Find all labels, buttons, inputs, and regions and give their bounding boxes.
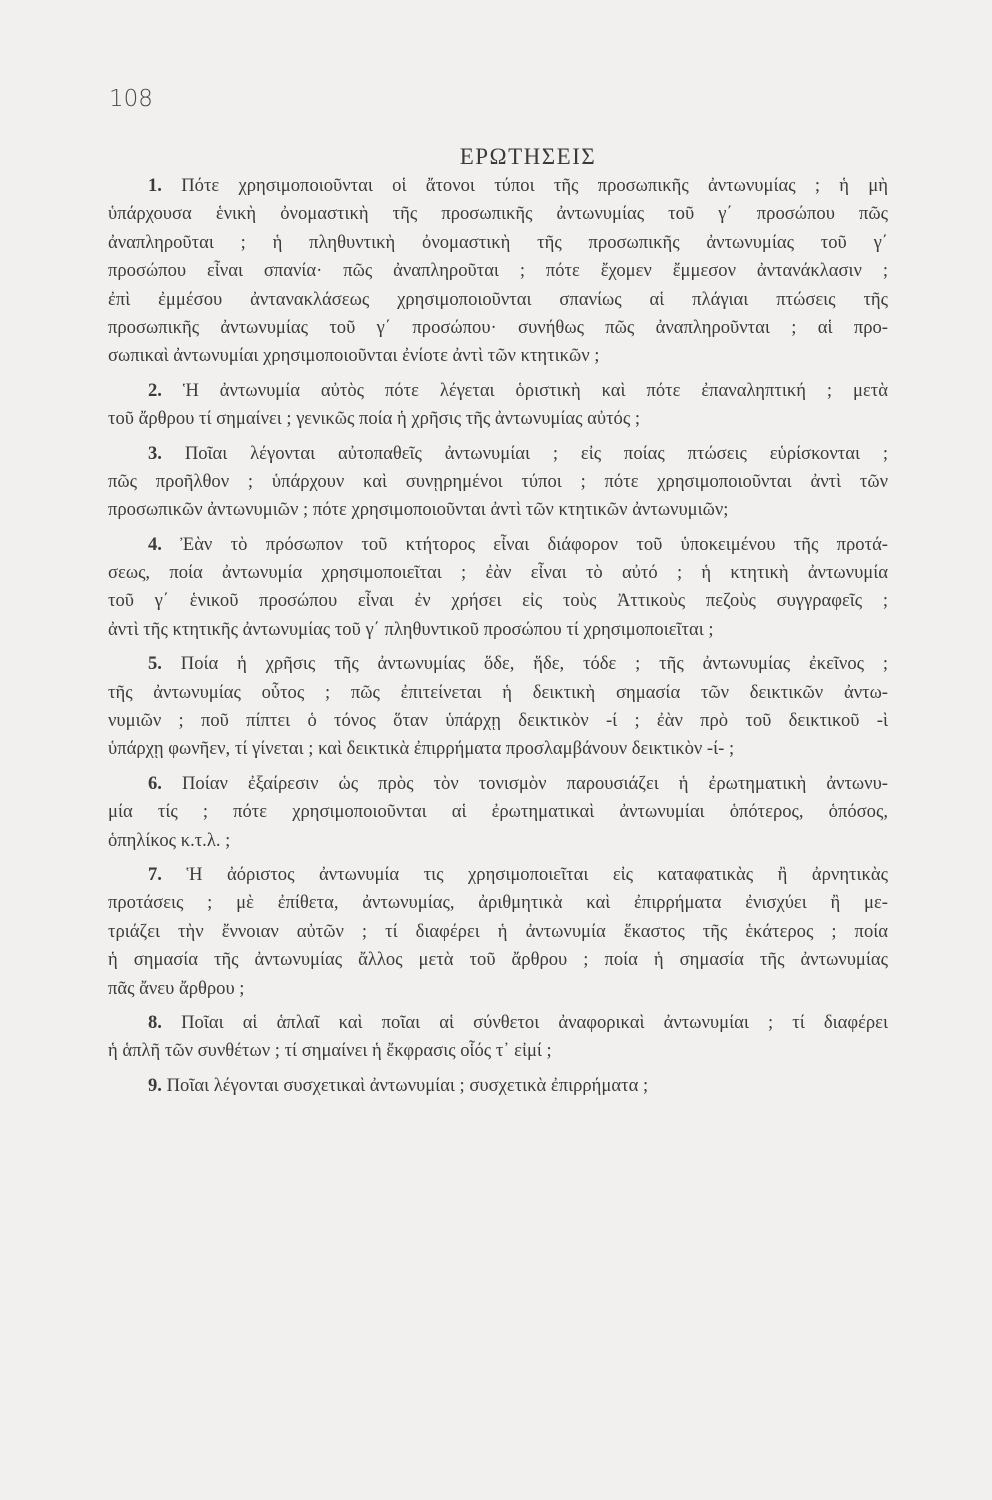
- question-line: [108, 496, 888, 524]
- question-number: 7.: [148, 863, 162, 885]
- question-5: [108, 650, 888, 764]
- question-line: [108, 405, 888, 433]
- question-text: ἐπὶ ἐμμέσου ἀντανακλάσεως χρησιμοποιοῦνται σπανίως αἱ πλάγιαι πτώσεις τῆς: [108, 288, 888, 310]
- question-line: [108, 918, 888, 946]
- question-number: 5.: [148, 653, 162, 675]
- questions-list: [108, 172, 888, 1106]
- question-number: 6.: [148, 772, 162, 794]
- question-line: [108, 342, 888, 370]
- question-text: Ποῖαι λέγονται συσχετικαὶ ἀντωνυμίαι ; συσχετικὰ ἐπιρρήματα ;: [166, 1074, 649, 1096]
- question-text: ἀντὶ τῆς κτητικῆς ἀντωνυμίας τοῦ γ΄ πληθυντικοῦ προσώπου τί χρησιμοποιεῖται ;: [108, 618, 714, 640]
- question-number: 8.: [148, 1011, 162, 1033]
- question-text: τριάζει τὴν ἔννοιαν αὐτῶν ; τί διαφέρει ἡ ἀντωνυμία ἕκαστος τῆς ἑκάτερος ; ποία: [108, 920, 888, 942]
- question-line: [108, 1037, 888, 1065]
- page-number: 108: [109, 86, 153, 112]
- question-line: [108, 531, 888, 559]
- question-text: ἡ ἁπλῆ τῶν συνθέτων ; τί σημαίνει ἡ ἔκφρασις οἷός τ᾽ εἰμί ;: [108, 1040, 552, 1062]
- question-line: [108, 889, 888, 917]
- question-text: Ποῖαι αἱ ἁπλαῖ καὶ ποῖαι αἱ σύνθετοι ἀναφορικαὶ ἀντωνυμίαι ; τί διαφέρει: [181, 1011, 888, 1033]
- question-line: [108, 468, 888, 496]
- question-4: [108, 531, 888, 645]
- section-title: ΕΡΩΤΗΣΕΙΣ: [459, 144, 597, 169]
- question-3: [108, 440, 888, 525]
- question-text: Ποῖαι λέγονται αὐτοπαθεῖς ἀντωνυμίαι ; εἰς ποίας πτώσεις εὑρίσκονται ;: [184, 442, 888, 464]
- question-number: 2.: [148, 379, 162, 401]
- question-text: πᾶς ἄνευ ἄρθρου ;: [108, 977, 245, 999]
- question-line: [108, 616, 888, 644]
- question-number: 9.: [148, 1074, 162, 1096]
- question-text: πῶς προῆλθον ; ὑπάρχουν καὶ συνῃρημένοι τύποι ; πότε χρησιμοποιοῦνται ἀντὶ τῶν: [108, 470, 888, 492]
- question-line: [108, 229, 888, 257]
- question-line: [108, 559, 888, 587]
- question-line: [108, 440, 888, 468]
- question-line: [108, 257, 888, 285]
- question-line: [108, 679, 888, 707]
- question-line: [108, 286, 888, 314]
- question-line: [108, 650, 888, 678]
- question-text: προσώπου εἶναι σπανία· πῶς ἀναπληροῦται ; πότε ἔχομεν ἔμμεσον ἀντανάκλασιν ;: [108, 260, 888, 282]
- question-text: τοῦ γ΄ ἑνικοῦ προσώπου εἶναι ἐν χρήσει εἰς τοὺς Ἀττικοὺς πεζοὺς συγγραφεῖς ;: [108, 590, 888, 612]
- question-2: [108, 377, 888, 434]
- question-line: [108, 798, 888, 826]
- question-text: Ποίαν ἐξαίρεσιν ὡς πρὸς τὸν τονισμὸν παρουσιάζει ἡ ἐρωτηματικὴ ἀντωνυ-: [181, 772, 888, 794]
- question-text: Ἡ ἀντωνυμία αὐτὸς πότε λέγεται ὁριστικὴ καὶ πότε ἐπαναληπτική ; μετὰ: [182, 379, 888, 401]
- question-text: προσωπικῶν ἀντωνυμιῶν ; πότε χρησιμοποιοῦνται ἀντὶ τῶν κτητικῶν ἀντωνυμιῶν;: [108, 499, 729, 521]
- question-8: [108, 1009, 888, 1066]
- question-text: σεως, ποία ἀντωνυμία χρησιμοποιεῖται ; ἐὰν εἶναι τὸ αὐτό ; ἡ κτητικὴ ἀντωνυμία: [108, 562, 888, 584]
- question-line: [108, 946, 888, 974]
- question-line: [108, 200, 888, 228]
- question-line: [108, 707, 888, 735]
- question-text: Ἡ ἀόριστος ἀντωνυμία τις χρησιμοποιεῖται εἰς καταφατικὰς ἢ ἀρνητικὰς: [186, 863, 888, 885]
- question-text: τοῦ ἄρθρου τί σημαίνει ; γενικῶς ποία ἡ χρῆσις τῆς ἀντωνυμίας αὐτός ;: [108, 408, 641, 430]
- question-text: Ποία ἡ χρῆσις τῆς ἀντωνυμίας ὅδε, ἥδε, τόδε ; τῆς ἀντωνυμίας ἐκεῖνος ;: [180, 653, 889, 675]
- question-number: 4.: [148, 533, 162, 555]
- question-9: [108, 1072, 888, 1100]
- question-number: 3.: [148, 442, 162, 464]
- question-number: 1.: [148, 175, 162, 196]
- question-line: [108, 827, 888, 855]
- question-6: [108, 770, 888, 855]
- question-text: Πότε χρησιμοποιοῦνται οἱ ἄτονοι τύποι τῆς προσωπικῆς ἀντωνυμίας ; ἡ μὴ: [181, 175, 888, 196]
- question-line: [108, 975, 888, 1003]
- question-text: προτάσεις ; μὲ ἐπίθετα, ἀντωνυμίας, ἀριθμητικὰ καὶ ἐπιρρήματα ἐνισχύει ἢ με-: [108, 892, 888, 914]
- question-text: ὑπάρχῃ φωνῆεν, τί γίνεται ; καὶ δεικτικὰ ἐπιρρήματα προσλαμβάνουν δεικτικὸν -ί- ;: [108, 738, 735, 760]
- question-line: [108, 172, 888, 200]
- question-text: ἡ σημασία τῆς ἀντωνυμίας ἄλλος μετὰ τοῦ ἄρθρου ; ποία ἡ σημασία τῆς ἀντωνυμίας: [108, 949, 888, 971]
- question-text: σωπικαὶ ἀντωνυμίαι χρησιμοποιοῦνται ἐνίοτε ἀντὶ τῶν κτητικῶν ;: [108, 345, 600, 367]
- question-text: Ἐὰν τὸ πρόσωπον τοῦ κτήτορος εἶναι διάφορον τοῦ ὑποκειμένου τῆς προτά-: [180, 533, 888, 555]
- question-text: ἀναπληροῦται ; ἡ πληθυντικὴ ὀνομαστικὴ τῆς προσωπικῆς ἀντωνυμίας τοῦ γ΄: [108, 231, 888, 253]
- question-line: [108, 1009, 888, 1037]
- question-text: μία τίς ; πότε χρησιμοποιοῦνται αἱ ἐρωτηματικαὶ ἀντωνυμίαι ὁπότερος, ὁπόσος,: [108, 801, 888, 823]
- question-1: [108, 172, 888, 371]
- question-line: [108, 377, 888, 405]
- question-text: νυμιῶν ; ποῦ πίπτει ὁ τόνος ὅταν ὑπάρχῃ δεικτικὸν -ί ; ἐὰν πρὸ τοῦ δεικτικοῦ -ὶ: [108, 710, 888, 732]
- question-line: [108, 861, 888, 889]
- question-7: [108, 861, 888, 1003]
- question-line: [108, 1072, 888, 1100]
- question-line: [108, 587, 888, 615]
- question-text: ὁπηλίκος κ.τ.λ. ;: [108, 829, 231, 851]
- question-line: [108, 770, 888, 798]
- question-text: προσωπικῆς ἀντωνυμίας τοῦ γ΄ προσώπου· συνήθως πῶς ἀναπληροῦνται ; αἱ προ-: [108, 316, 888, 338]
- question-text: τῆς ἀντωνυμίας οὗτος ; πῶς ἐπιτείνεται ἡ δεικτικὴ σημασία τῶν δεικτικῶν ἀντω-: [108, 681, 888, 703]
- question-line: [108, 735, 888, 763]
- question-text: ὑπάρχουσα ἑνικὴ ὀνομαστικὴ τῆς προσωπικῆς ἀντωνυμίας τοῦ γ΄ προσώπου πῶς: [108, 203, 888, 225]
- question-line: [108, 314, 888, 342]
